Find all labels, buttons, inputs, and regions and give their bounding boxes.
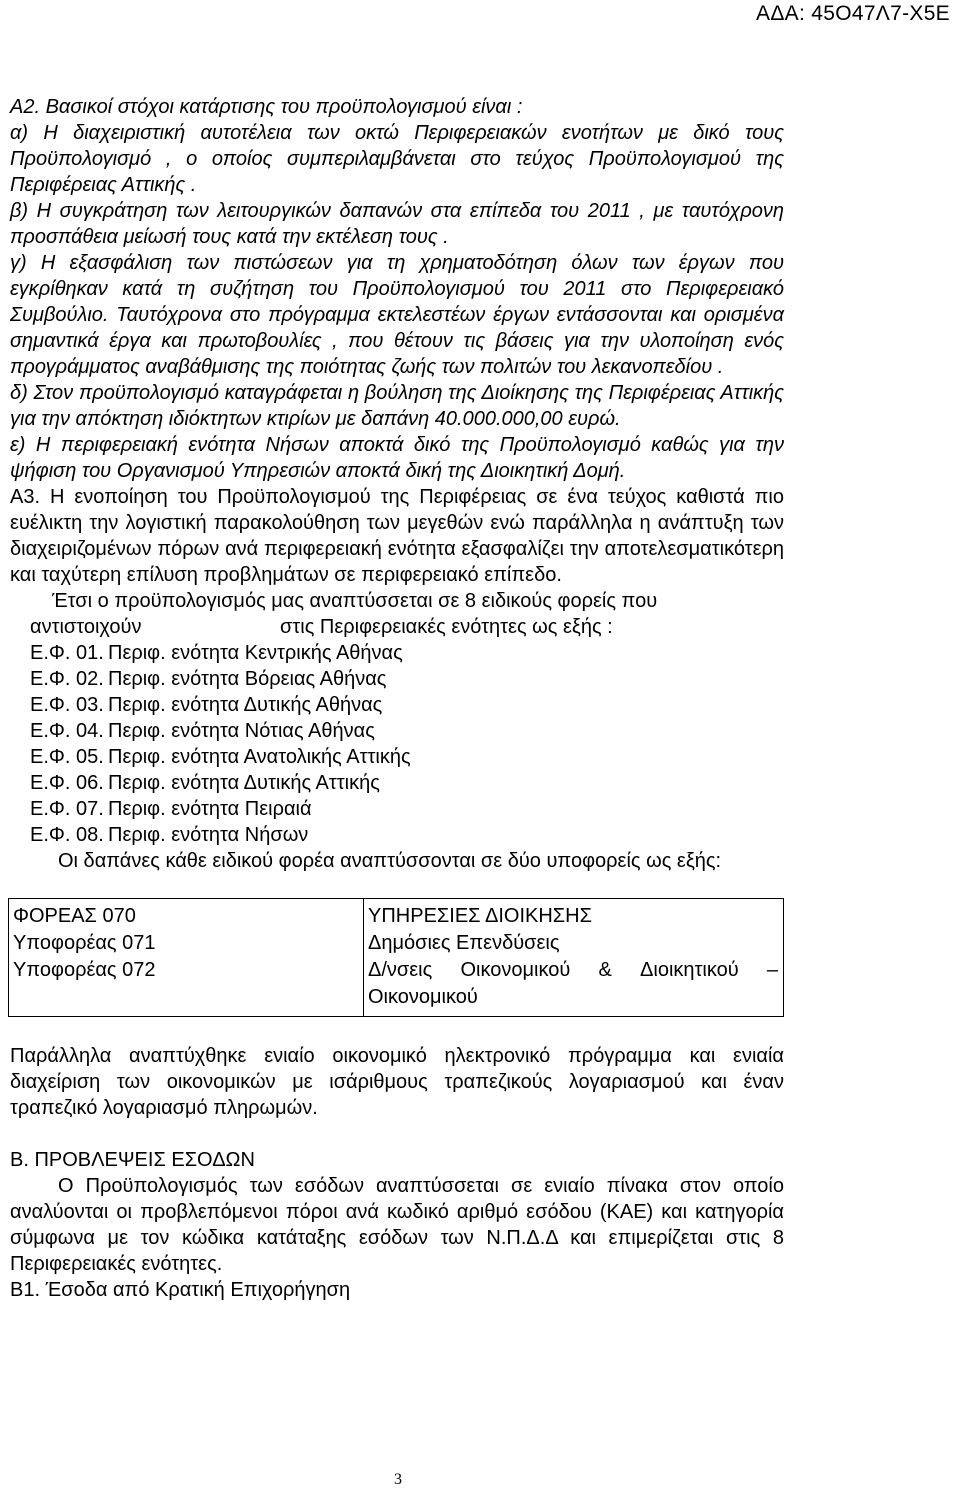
unit-code: Ε.Φ. 02. [30,668,104,690]
document-body [10,94,784,1303]
ampersand: & [598,959,612,981]
section-a2 [10,94,784,484]
list-item [30,770,784,796]
list-item [30,718,784,744]
economic-word: Οικονομικού [460,959,571,981]
unit-name: Περιφ. ενότητα Κεντρικής Αθήνας [108,642,403,664]
table-cell-left [9,899,364,1017]
unit-name: Περιφ. ενότητα Βόρειας Αθήνας [108,668,387,690]
a3-paragraph: Α3. Η ενοποίηση του Προϋπολογισμού της Περιφέρειας σε ένα τεύχος καθιστά πιο ευέλικτη την λογιστική παρακολούθηση των μεγεθών ενώ παράλληλα η ανάπτυξη των διαχειριζομένων πόρων ανά περιφερειακή ενότητα εξασφαλίζει την αποτελεσματικότερη και ταχύτερη επίλυση προβλημάτων σε περιφερειακό επίπεδο. [10,486,784,586]
economic-continuation: Οικονομικού [368,986,478,1008]
table-row [9,899,784,1017]
list-item [30,744,784,770]
foreis-intro-line2 [10,614,784,640]
unit-code: Ε.Φ. 03. [30,694,104,716]
list-item [30,666,784,692]
unit-name: Περιφ. ενότητα Νότιας Αθήνας [108,720,375,742]
special-units-list [10,640,784,848]
section-b-paragraph: Ο Προϋπολογισμός των εσόδων αναπτύσσεται σε ενιαίο πίνακα στον οποίο αναλύονται οι προβλεπόμενοι πόροι ανά κωδικό αριθμό εσόδου (ΚΑΕ) και κατηγορία σύμφωνα με τον κώδικα κατάταξης εσόδων των Ν.Π.Δ.Δ και επιμερίζεται στις 8 Περιφερειακές ενότητες. [10,1175,784,1275]
page-number: 3 [394,1471,402,1488]
unit-name: Περιφ. ενότητα Ανατολικής Αττικής [108,746,411,768]
subforeis-sentence: Οι δαπάνες κάθε ειδικού φορέα αναπτύσσονται σε δύο υποφορείς ως εξής: [58,850,722,872]
unit-code: Ε.Φ. 08. [30,824,104,846]
directorates-word: Δ/νσεις [368,959,433,981]
unit-code: Ε.Φ. 05. [30,746,104,768]
list-item [30,640,784,666]
list-item [30,822,784,848]
foreis-intro-units: στις Περιφερειακές ενότητες ως εξής : [280,616,613,638]
directorates-line [368,957,778,984]
a2-heading: Α2. Βασικοί στόχοι κατάρτισης του προϋπολογισμού είναι : [10,96,523,118]
goal-b: β) Η συγκράτηση των λειτουργικών δαπανών στα επίπεδα του 2011 , με ταυτόχρονη προσπάθεια μείωσή τους κατά την εκτέλεση τους . [10,200,784,248]
foreis-intro-line1: Έτσι ο προϋπολογισμός μας αναπτύσσεται σε 8 ειδικούς φορείς που [52,590,658,612]
unit-name: Περιφ. ενότητα Δυτικής Αττικής [108,772,380,794]
goal-c: γ) Η εξασφάλιση των πιστώσεων για τη χρηματοδότηση όλων των έργων που εγκρίθηκαν κατά τη συζήτηση του Προϋπολογισμού του 2011 στο Περιφερειακό Συμβούλιο. Ταυτόχρονα στο πρόγραμμα εκτελεστέων έργων εντάσσονται και ορισμένα σημαντικά έργα και πρωτοβουλίες , που θέτουν τις βάσεις για την υλοποίηση ενός προγράμματος αναβάθμισης της ποιότητας ζωής των πολιτών του λεκανοπεδίου . [10,252,784,378]
section-b-title: Β. ΠΡΟΒΛΕΨΕΙΣ ΕΣΟΔΩΝ [10,1149,255,1171]
administrative-word: Διοικητικού [640,959,739,981]
foreis-intro-correspond: αντιστοιχούν [30,616,142,638]
goal-d: δ) Στον προϋπολογισμό καταγράφεται η βούληση της Διοίκησης της Περιφέρειας Αττικής για την απόκτηση ιδιόκτητων κτιρίων με δαπάνη 40.000.000,00 ευρώ. [10,382,784,430]
goal-e: ε) Η περιφερειακή ενότητα Νήσων αποκτά δικό της Προϋπολογισμό καθώς για την ψήφιση του Οργανισμού Υπηρεσιών αποκτά δική της Διοικητική Δομή. [10,434,784,482]
services-heading: ΥΠΗΡΕΣΙΕΣ ΔΙΟΙΚΗΣΗΣ [368,905,592,927]
unit-name: Περιφ. ενότητα Πειραιά [108,798,312,820]
public-investments: Δημόσιες Επενδύσεις [368,932,560,954]
foreis-table [8,898,784,1017]
list-item [30,692,784,718]
ada-code: ΑΔΑ: 45Ο47Λ7-Χ5Ε [756,2,950,25]
unit-code: Ε.Φ. 01. [30,642,104,664]
subforeas-072: Υποφορέας 072 [13,959,156,981]
after-table-paragraph: Παράλληλα αναπτύχθηκε ενιαίο οικονομικό ηλεκτρονικό πρόγραμμα και ενιαία διαχείριση των οικονομικών με ισάριθμους τραπεζικούς λογαριασμού και έναν τραπεζικό λογαριασμό πληρωμών. [10,1045,784,1119]
unit-name: Περιφ. ενότητα Δυτικής Αθήνας [108,694,383,716]
table-cell-right [364,899,784,1017]
unit-code: Ε.Φ. 07. [30,798,104,820]
dash: – [766,959,778,981]
unit-code: Ε.Φ. 04. [30,720,104,742]
unit-code: Ε.Φ. 06. [30,772,104,794]
foreas-070: ΦΟΡΕΑΣ 070 [13,905,136,927]
unit-name: Περιφ. ενότητα Νήσων [108,824,309,846]
subforeas-071: Υποφορέας 071 [13,932,156,954]
section-b1-title: Β1. Έσοδα από Κρατική Επιχορήγηση [10,1279,351,1301]
list-item [30,796,784,822]
goal-a: α) Η διαχειριστική αυτοτέλεια των οκτώ Περιφερειακών ενοτήτων με δικό τους Προϋπολογισμό , ο οποίος συμπεριλαμβάνεται στο τεύχος Προϋπολογισμού της Περιφέρειας Αττικής . [10,122,784,196]
